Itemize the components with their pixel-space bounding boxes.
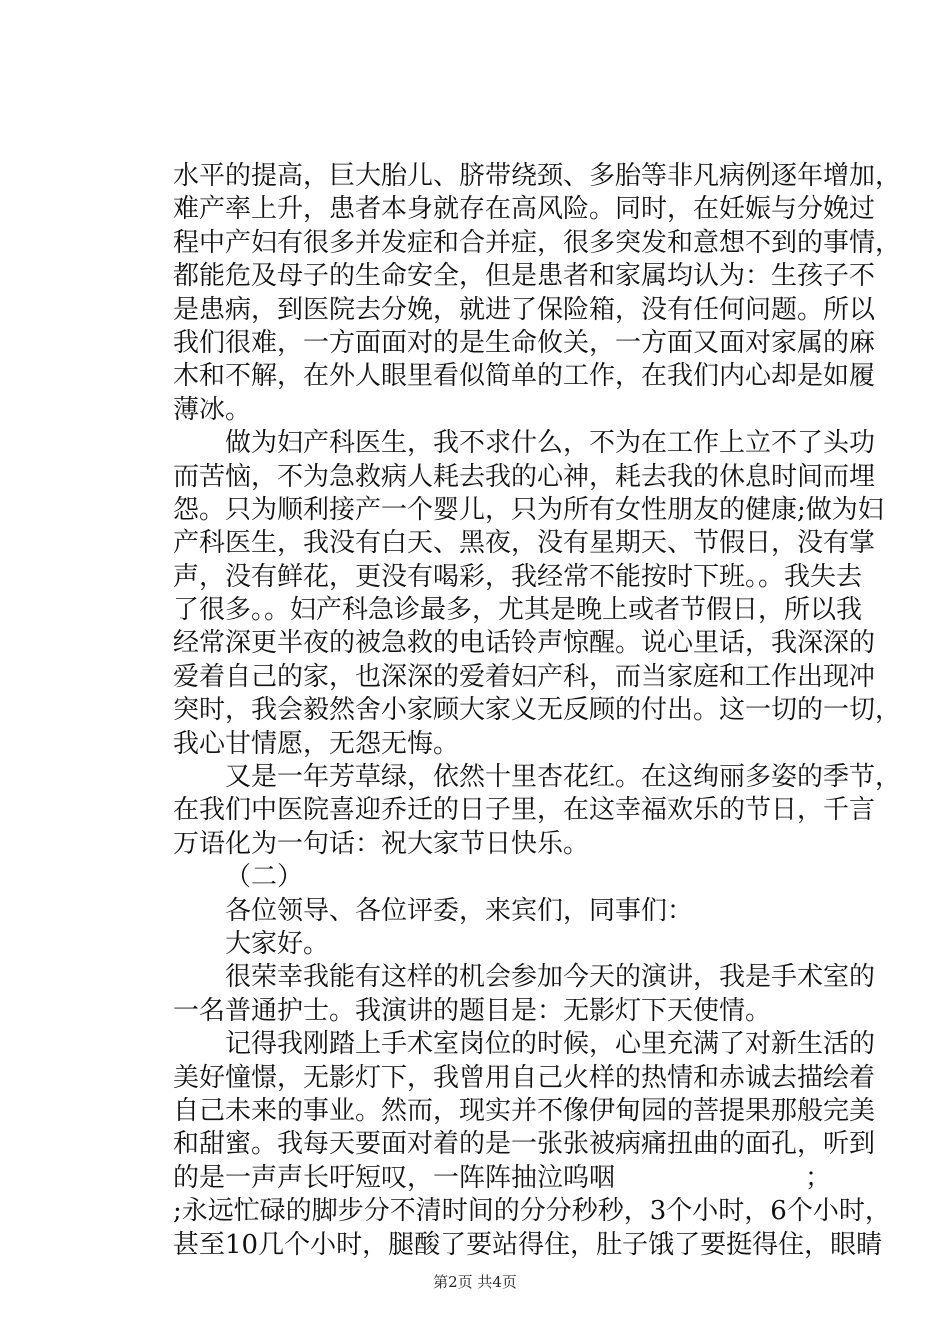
text-line: 产科医生，我没有白天、黑夜，没有星期天、节假日，没有掌 bbox=[173, 528, 876, 559]
text-line: ;永远忙碌的脚步分不清时间的分分秒秒，3个小时，6个小时， bbox=[173, 1196, 891, 1227]
text-line: 大家好。 bbox=[225, 928, 330, 959]
document-body bbox=[173, 160, 902, 1262]
text-line: 是患病，到医院去分娩，就进了保险箱，没有任何问题。所以 bbox=[173, 294, 876, 325]
text-line: 各位领导、各位评委，来宾们，同事们： bbox=[225, 895, 694, 926]
text-line: 声，没有鲜花，更没有喝彩，我经常不能按时下班。。我失去 bbox=[173, 561, 863, 592]
text-line bbox=[173, 1162, 831, 1195]
text-line: 我们很难，一方面面对的是生命攸关，一方面又面对家属的麻 bbox=[173, 327, 876, 358]
trailing-semicolon: ； bbox=[804, 1162, 831, 1193]
text-line-segment: 的是一声声长吁短叹，一阵阵抽泣呜咽 bbox=[173, 1162, 616, 1193]
text-line: 程中产妇有很多并发症和合并症，很多突发和意想不到的事情， bbox=[173, 227, 902, 258]
text-line: 做为妇产科医生，我不求什么，不为在工作上立不了头功 bbox=[225, 428, 876, 459]
text-line: 而苦恼，不为急救病人耗去我的心神，耗去我的休息时间而埋 bbox=[173, 461, 876, 492]
text-line: 和甜蜜。我每天要面对着的是一张张被病痛扭曲的面孔，听到 bbox=[173, 1129, 876, 1160]
text-line: 又是一年芳草绿，依然十里杏花红。在这绚丽多姿的季节， bbox=[225, 762, 902, 793]
text-line: 爱着自己的家，也深深的爱着妇产科，而当家庭和工作出现冲 bbox=[173, 661, 876, 692]
text-line: 自己未来的事业。然而，现实并不像伊甸园的菩提果那般完美 bbox=[173, 1095, 876, 1126]
text-line: 怨。只为顺利接产一个婴儿，只为所有女性朋友的健康;做为妇 bbox=[173, 494, 884, 525]
text-line: （二） bbox=[225, 862, 304, 893]
text-line: 突时，我会毅然舍小家顾大家义无反顾的付出。这一切的一切， bbox=[173, 695, 902, 726]
text-line: 很荣幸我能有这样的机会参加今天的演讲，我是手术室的 bbox=[225, 962, 876, 993]
text-line: 记得我刚踏上手术室岗位的时候，心里充满了对新生活的 bbox=[225, 1029, 876, 1060]
text-line: 水平的提高，巨大胎儿、脐带绕颈、多胎等非凡病例逐年增加， bbox=[173, 161, 902, 191]
text-line: 薄冰。 bbox=[173, 394, 252, 425]
text-line: 难产率上升，患者本身就存在高风险。同时，在妊娠与分娩过 bbox=[173, 194, 876, 225]
text-line: 我心甘情愿，无怨无悔。 bbox=[173, 728, 460, 759]
page-footer: 第2页 共4页 bbox=[433, 1273, 517, 1291]
text-line: 甚至10几个小时，腿酸了要站得住，肚子饿了要挺得住，眼睛 bbox=[173, 1229, 883, 1260]
text-line: 了很多。。妇产科急诊最多，尤其是晚上或者节假日，所以我 bbox=[173, 595, 863, 626]
text-line: 万语化为一句话：祝大家节日快乐。 bbox=[173, 828, 590, 859]
text-line: 木和不解，在外人眼里看似简单的工作，在我们内心却是如履 bbox=[173, 361, 876, 392]
text-line: 都能危及母子的生命安全，但是患者和家属均认为：生孩子不 bbox=[173, 261, 876, 292]
text-line: 在我们中医院喜迎乔迁的日子里，在这幸福欢乐的节日，千言 bbox=[173, 795, 876, 826]
text-line: 经常深更半夜的被急救的电话铃声惊醒。说心里话，我深深的 bbox=[173, 628, 876, 659]
text-line: 美好憧憬，无影灯下，我曾用自己火样的热情和赤诚去描绘着 bbox=[173, 1062, 876, 1093]
text-line: 一名普通护士。我演讲的题目是：无影灯下天使情。 bbox=[173, 995, 772, 1026]
